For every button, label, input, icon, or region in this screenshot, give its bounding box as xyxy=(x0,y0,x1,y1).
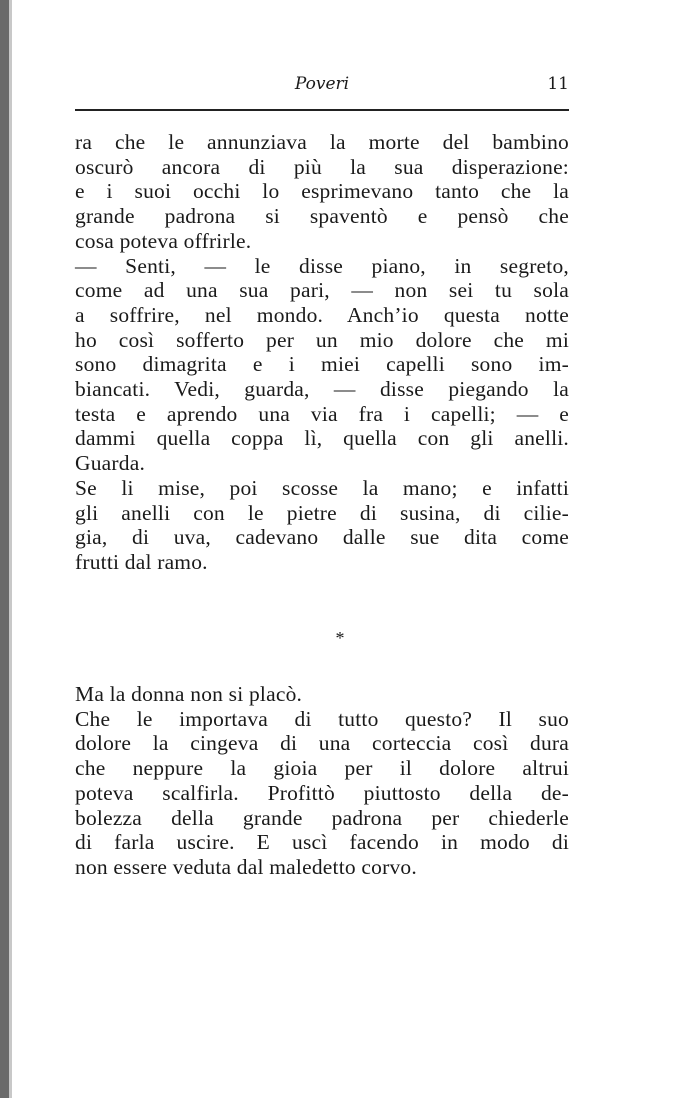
text-line: ho così sofferto per un mio dolore che mi xyxy=(75,327,569,352)
text-line: — Senti, — le disse piano, in segreto, xyxy=(75,253,569,278)
text-line: gli anelli con le pietre di susina, di cilie- xyxy=(75,500,569,525)
text-line: dolore la cingeva di una corteccia così dura xyxy=(75,731,569,756)
page-header xyxy=(75,74,569,100)
text-line: Ma la donna non si placò. xyxy=(75,682,303,706)
text-line: di farla uscire. E uscì facendo in modo di xyxy=(75,830,569,855)
text-line: oscurò ancora di più la sua disperazione: xyxy=(75,154,569,179)
running-title: Poveri xyxy=(294,74,350,94)
page-number: 11 xyxy=(547,74,569,94)
text-line: non essere veduta dal maledetto corvo. xyxy=(75,854,417,879)
header-rule xyxy=(75,109,569,111)
text-line: che neppure la gioia per il dolore altrui xyxy=(75,756,569,781)
text-line: Che le importava di tutto questo? Il suo xyxy=(75,706,569,731)
text-line: gia, di uva, cadevano dalle sue dita come xyxy=(75,525,569,550)
page-binding-shadow xyxy=(9,0,12,1098)
text-line: a soffrire, nel mondo. Anch’io questa notte xyxy=(75,302,569,327)
text-line: Se li mise, poi scosse la mano; e infatti xyxy=(75,475,569,500)
text-line: ra che le annunziava la morte del bambino xyxy=(75,130,569,154)
text-line: dammi quella coppa lì, quella con gli anelli. xyxy=(75,426,569,451)
text-line: biancati. Vedi, guarda, — disse piegando la xyxy=(75,377,569,402)
text-line: poteva scalfirla. Profittò piuttosto della de- xyxy=(75,780,569,805)
text-line: grande padrona si spaventò e pensò che xyxy=(75,204,569,229)
text-line: testa e aprendo una via fra i capelli; — e xyxy=(75,401,569,426)
text-line: e i suoi occhi lo esprimevano tanto che la xyxy=(75,179,569,204)
section-separator: * xyxy=(335,628,345,648)
text-line: frutti dal ramo. xyxy=(75,549,208,574)
text-block-first xyxy=(75,130,569,575)
page-binding-edge xyxy=(0,0,9,1098)
text-line: cosa poteva offrirle. xyxy=(75,228,252,253)
text-line: come ad una sua pari, — non sei tu sola xyxy=(75,278,569,303)
text-line: Guarda. xyxy=(75,451,146,476)
text-line: bolezza della grande padrona per chiederle xyxy=(75,805,569,830)
text-block-second xyxy=(75,682,569,880)
text-line: sono dimagrita e i miei capelli sono im- xyxy=(75,352,569,377)
